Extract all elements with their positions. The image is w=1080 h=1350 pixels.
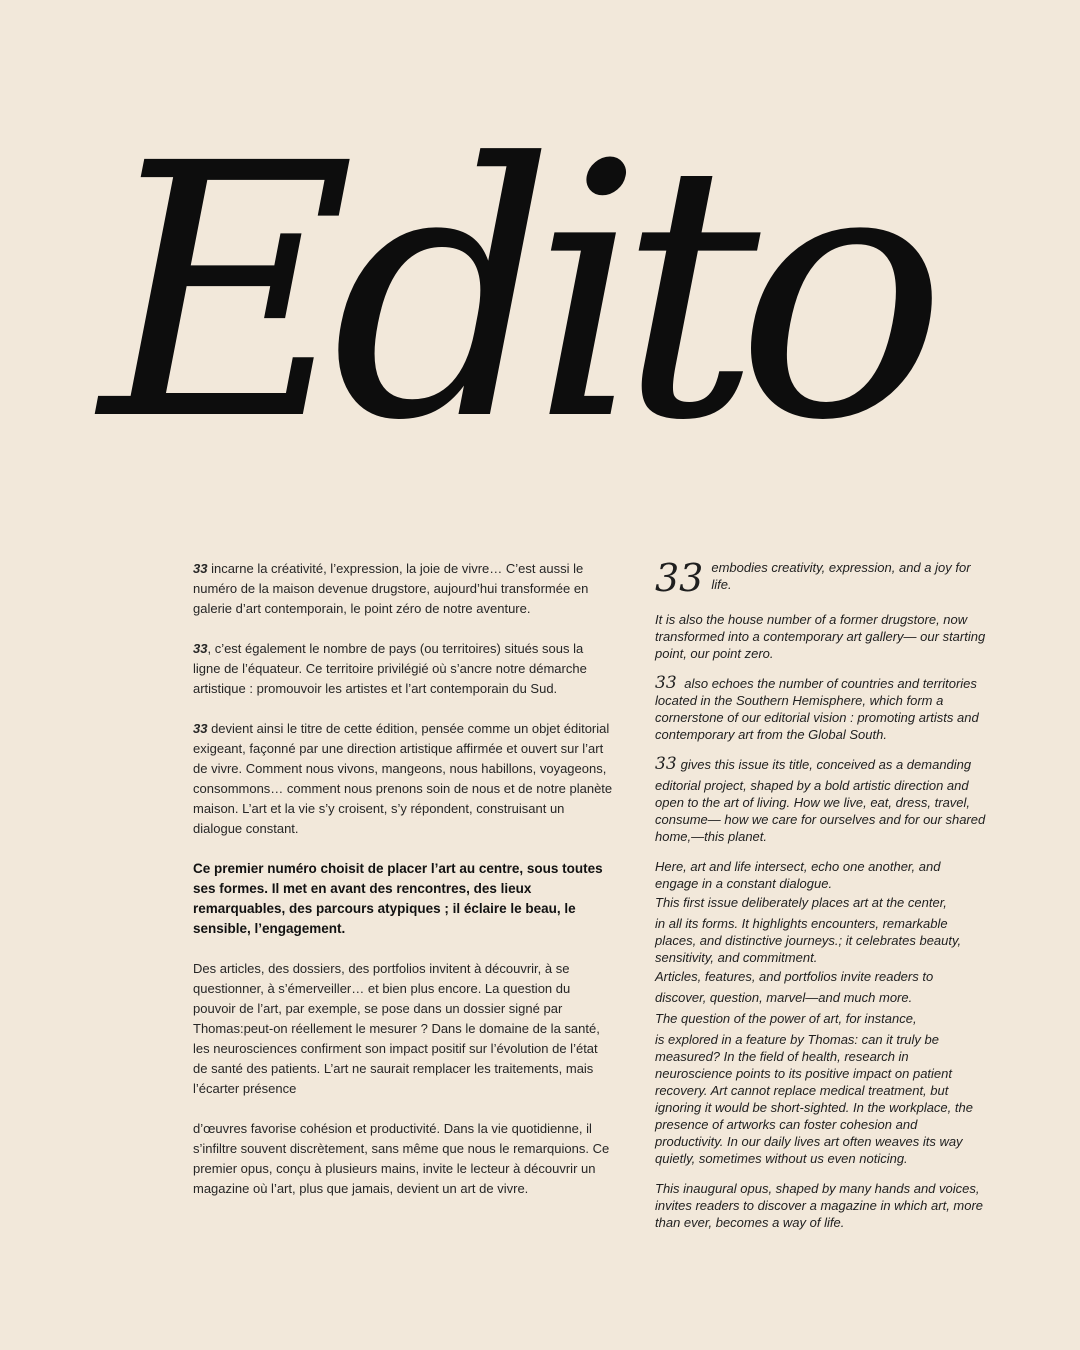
fr-text-3: devient ainsi le titre de cette édition, pensée comme un objet éditorial exigeant, façonné par une direction artistique affirmée et ouvert sur l’art de vivre. Comment nous vivons, mangeons, nous habillons, voyageons, consommons… comment nous prenons soin de nous et de notre planète maison. L’art et la vie s’y croisent, s’y répondent, construisant un dialogue constant. bbox=[193, 721, 613, 836]
en-text-3: also echoes the number of countries and territories located in the Southern Hemisphere, which form a cornerstone of our editorial vision : promoting artists and contemporary art from the Global South. bbox=[655, 676, 979, 742]
en-paragraph-11: The question of the power of art, for instance, bbox=[655, 1011, 917, 1026]
en-paragraph-10: discover, question, marvel—and much more. bbox=[655, 990, 913, 1005]
en-text-1: embodies creativity, expression, and a joy for life. bbox=[711, 560, 971, 592]
en-number-33: 33 bbox=[655, 673, 677, 693]
en-text-4: gives this issue its title, conceived as a demanding bbox=[680, 757, 972, 772]
fr-paragraph-4: Ce premier numéro choisit de placer l’art au centre, sous toutes ses formes. Il met en avant des rencontres, des lieux remarquables, des parcours atypiques ; il éclaire le beau, le sensible, l’engagement. bbox=[193, 861, 603, 936]
en-paragraph-3 bbox=[655, 675, 987, 743]
fr-paragraph-3 bbox=[193, 719, 613, 839]
en-paragraph-4 bbox=[655, 756, 987, 773]
fr-text-1: incarne la créativité, l’expression, la joie de vivre… C’est aussi le numéro de la maison devenue drugstore, aujourd’hui transformée en galerie d’art contemporain, le point zéro de notre aventure. bbox=[193, 561, 589, 616]
en-paragraph-12: is explored in a feature by Thomas: can it truly be measured? In the field of health, research in neuroscience points to its positive impact on patient recovery. Art cannot replace medical treatment, but ignoring it would be short-sighted. In the workplace, the presence of artworks can foster cohesion and productivity. In our daily lives art often weaves its way quietly, sometimes without us even noticing. bbox=[655, 1032, 973, 1166]
fr-paragraph-1 bbox=[193, 559, 613, 619]
fr-paragraph-2 bbox=[193, 639, 613, 699]
en-paragraph-6: Here, art and life intersect, echo one another, and engage in a constant dialogue. bbox=[655, 859, 941, 891]
en-number-33: 33 bbox=[655, 754, 677, 774]
fr-paragraph-5: Des articles, des dossiers, des portfolios invitent à découvrir, à se questionner, à s’émerveiller… et bien plus encore. La question du pouvoir de l’art, par exemple, se pose dans un dossier signé par Thomas:peut-on réellement le mesurer ? Dans le domaine de la santé, les neurosciences confirment son impact positif sur l’évolution de l’état de santé des patients. L’art ne saurait remplacer les traitements, mais l’écarter présence bbox=[193, 961, 600, 1096]
en-paragraph-2: It is also the house number of a former drugstore, now transformed into a contemporary art gallery— our starting point, our point zero. bbox=[655, 612, 986, 661]
french-column bbox=[193, 559, 613, 1219]
english-column bbox=[655, 556, 987, 1244]
en-paragraph-8: in all its forms. It highlights encounters, remarkable places, and distinctive journeys.; it celebrates beauty, sensitivity, and commitment. bbox=[655, 916, 962, 965]
en-paragraph-7: This first issue deliberately places art at the center, bbox=[655, 895, 947, 910]
fr-number-33: 33 bbox=[193, 561, 208, 576]
fr-text-2: , c’est également le nombre de pays (ou territoires) situés sous la ligne de l’équateur. Ce territoire privilégié où s’ancre notre démarche artistique : promouvoir les artistes et l’art contemporain du Sud. bbox=[193, 641, 587, 696]
en-paragraph-5: editorial project, shaped by a bold artistic direction and open to the art of living. How we live, eat, dress, travel, consume— how we care for ourselves and for our shared home,—this planet. bbox=[655, 778, 986, 844]
en-paragraph-1 bbox=[655, 556, 987, 600]
en-paragraph-9: Articles, features, and portfolios invite readers to bbox=[655, 969, 934, 984]
fr-number-33: 33 bbox=[193, 721, 208, 736]
fr-number-33: 33 bbox=[193, 641, 208, 656]
fr-paragraph-6: d’œuvres favorise cohésion et productivité. Dans la vie quotidienne, il s’infiltre souvent discrètement, sans même que nous le remarquions. Ce premier opus, conçu à plusieurs mains, invite le lecteur à découvrir un magazine où l’art, plus que jamais, devient un art de vivre. bbox=[193, 1121, 610, 1196]
page-title: Edito bbox=[100, 89, 923, 497]
en-big-number-33: 33 bbox=[655, 556, 704, 600]
en-paragraph-13: This inaugural opus, shaped by many hands and voices, invites readers to discover a magazine in which art, more than ever, becomes a way of life. bbox=[655, 1181, 984, 1230]
